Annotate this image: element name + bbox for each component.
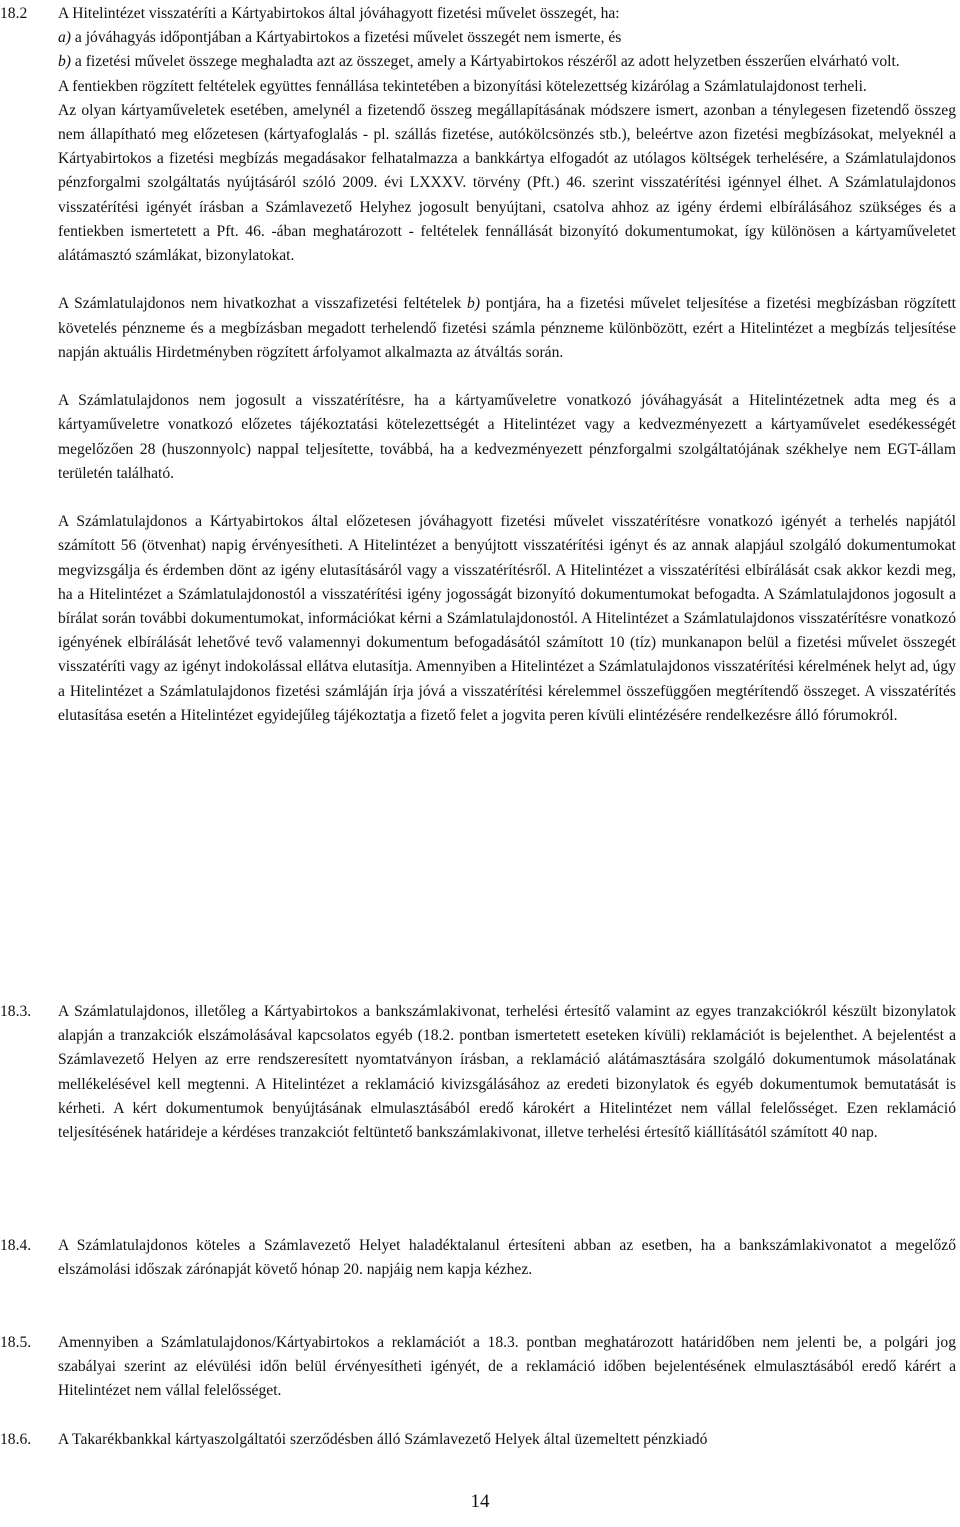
section-body — [58, 1234, 956, 1282]
paragraph-intro: A Hitelintézet visszatéríti a Kártyabirtokos által jóváhagyott fizetési művelet összegét, ha: — [58, 5, 620, 22]
paragraph: A Takarékbankkal kártyaszolgáltatói szerződésben álló Számlavezető Helyek által üzemeltett pénzkiadó — [58, 1431, 708, 1448]
paragraph: A fentiekben rögzített feltételek együttes fennállása tekintetében a bizonyítási kötelezettség kizárólag a Számlatulajdonost terheli. — [58, 77, 867, 95]
list-text: a jóváhagyás időpontjában a Kártyabirtokos a fizetési művelet összegét nem ismerte, és — [71, 29, 622, 47]
section-number: 18.6. — [0, 1431, 32, 1448]
section-number: 18.5. — [0, 1334, 32, 1351]
list-item-b — [58, 50, 956, 74]
section-number: 18.3. — [0, 1003, 32, 1020]
paragraph: A Számlatulajdonos a Kártyabirtokos által előzetesen jóváhagyott fizetési művelet visszatérítésre vonatkozó igényét a terhelés napjától számított 56 (ötvenhat) napig érvényesítheti. A Hitelintézet a benyújtott visszatérítési igényt és az annak alapjául szolgáló dokumentumokat megvizsgálja és érdemben dönt az igény elutasításáról vagy a visszatérítésről. A Hitelintézet a visszatérítési elbírálását csak akkor kezdi meg, ha a Hitelintézet a Számlatulajdonostól a visszatérítési igény jogosságát bizonyító dokumentumokat befogadta. A Számlatulajdonos jogosult a bírálat során további dokumentumokat, információkat kérni a Számlatulajdonostól. A Hitelintézet a Számlatulajdonos visszatérítésre vonatkozó igényének elbírálását lehetővé tevő valamennyi dokumentum befogadásától számított 10 (tíz) munkanapon belül a fizetési művelet összegét visszatéríti vagy az igényt indokolással ellátva elutasítja. Amennyiben a Hitelintézet a Számlatulajdonos visszatérítési kérelmének helyt ad, úgy a Hitelintézet a Számlatulajdonos fizetési számláján írja jóvá a visszatérítési kérelemmel összefüggően megtérítendő összeget. A visszatérítés elutasítása esetén a Hitelintézet egyidejűleg tájékoztatja a fizető felet a jogvita peren kívüli elintézésére rendelkezésre álló fórumokról. — [58, 513, 956, 724]
page-number: 14 — [470, 1491, 490, 1512]
paragraph: A Számlatulajdonos köteles a Számlavezető Helyet haladéktalanul értesíteni abban az esetben, ha a bankszámlakivonatot a megelőző elszámolási időszak zárónapját követő hónap 20. napjáig nem kapja kézhez. — [58, 1237, 956, 1279]
paragraph: Amennyiben a Számlatulajdonos/Kártyabirtokos a reklamációt a 18.3. pontban meghatározott határidőben nem jelenti be, a polgári jog szabályai szerint az elévülési időn belül érvényesítheti igényét, de a reklamáció időben bejelentésének elmulasztásából eredő kárért a Hitelintézet nem vállal felelősséget. — [58, 1334, 956, 1400]
section-number: 18.4. — [0, 1237, 32, 1254]
section-body — [58, 1000, 956, 1145]
list-text: a fizetési művelet összege meghaladta azt az összeget, amely a Kártyabirtokos részéről az adott helyzetben ésszerűen elvárható volt. — [71, 53, 900, 71]
section-number: 18.2 — [0, 5, 28, 22]
text-span: pontjára, ha a fizetési művelet teljesítése a fizetési megbízásban rögzített követelés pénzneme és a megbízásban megadott terhelendő fizetési számla pénzneme különbözött, ezért a Hitelintézet a megbízás teljesítése napján aktuális Hirdetményben rögzített árfolyamot alkalmazta az átváltás során. — [58, 295, 956, 361]
list-letter: b) — [467, 295, 481, 313]
section-body — [58, 1428, 956, 1452]
section-body — [58, 1331, 956, 1404]
list-item-a — [58, 26, 956, 50]
paragraph — [58, 292, 956, 365]
paragraph: A Számlatulajdonos, illetőleg a Kártyabirtokos a bankszámlakivonat, terhelési értesítő valamint az egyes tranzakciókról készült bizonylatok alapján a tranzakciók elszámolásával kapcsolatos egyéb (18.2. pontban ismertetett eseteken kívüli) reklamációt is bejelenthet. A bejelentést a Számlavezető Helyen az erre rendszeresített nyomtatványon írásban, a reklamáció alátámasztására szolgáló dokumentumok másolatának mellékelésével kell megtenni. A Hitelintézet a reklamáció kivizsgálásához az eredeti bizonylatok és egyéb dokumentumok bemutatását is kérheti. A kért dokumentumok benyújtásának elmulasztásából eredő károkért a Hitelintézet nem vállal felelősséget. Ezen reklamáció teljesítésének határideje a kérdéses tranzakciót feltüntető bankszámlakivonat, illetve terhelési értesítő kiállításától számított 40 nap. — [58, 1003, 956, 1142]
list-letter: b) — [58, 53, 71, 71]
text-span: A Számlatulajdonos nem hivatkozhat a visszafizetési feltételek — [58, 295, 468, 313]
list-letter: a) — [58, 29, 71, 47]
section-body — [58, 2, 956, 728]
paragraph: Az olyan kártyaműveletek esetében, amelynél a fizetendő összeg megállapításának módszere ismert, azonban a ténylegesen fizetendő összeg nem állapítható meg előzetesen (kártyafoglalás - pl. szállás fizetése, autókölcsönzés stb.), beleértve azon fizetési megbízásokat, melyeknél a Kártyabirtokos a fizetési megbízás megadásakor felhatalmazza a bankkártya elfogadót az utólagos költségek terhelésére, a Számlatulajdonos pénzforgalmi szolgáltatás nyújtásáról szóló 2009. évi LXXXV. törvény (Pft.) 46. szerint visszatérítési igénnyel élhet. A Számlatulajdonos visszatérítési igényét írásban a Számlavezető Helyhez jogosult benyújtani, csatolva ahhoz az igény érdemi elbírálásához szükséges és a fentiekben ismertetett a Pft. 46. -ában meghatározott - feltételek fennállását bizonyító dokumentumokat, így különösen a kártyaműveletet alátámasztó számlákat, bizonylatokat. — [58, 101, 956, 265]
paragraph: A Számlatulajdonos nem jogosult a visszatérítésre, ha a kártyaműveletre vonatkozó jóváhagyását a Hitelintézetnek adta meg és a kártyaműveletre vonatkozó előzetes tájékoztatási kötelezettségét a Hitelintézet vagy a kedvezményezett a kártyaművelet esedékességét megelőzően 28 (huszonnyolc) nappal teljesítette, továbbá, ha a kedvezményezett pénzforgalmi szolgáltatójának székhelye nem EGT-állam területén található. — [58, 392, 956, 482]
